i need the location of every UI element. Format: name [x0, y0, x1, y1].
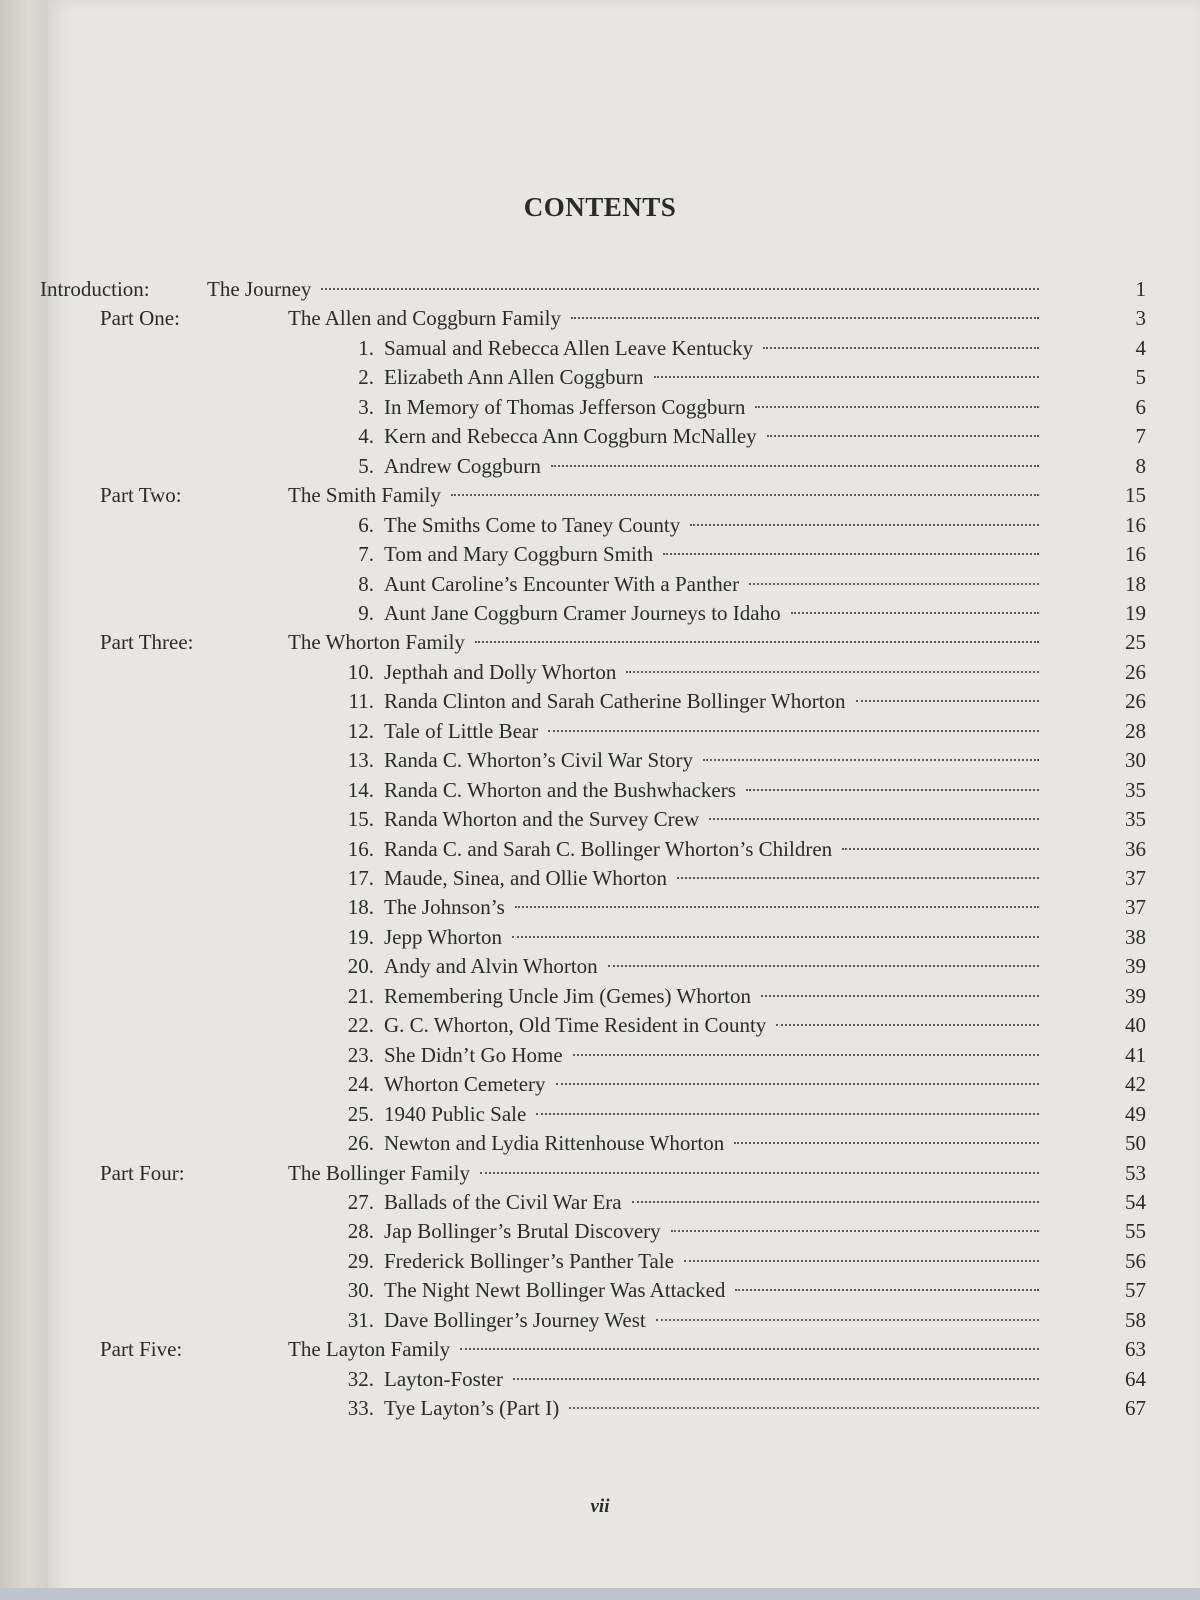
chapter-number: 26.	[347, 1131, 374, 1156]
toc-chapter-row[interactable]	[0, 363, 1200, 393]
toc-chapter-row[interactable]	[0, 511, 1200, 541]
chapter-title: Tale of Little Bear	[384, 718, 539, 743]
section-title: The Layton Family	[288, 1337, 451, 1362]
chapter-title: Samual and Rebecca Allen Leave Kentucky	[384, 335, 754, 360]
toc-entry	[288, 1159, 1043, 1189]
section-title: The Whorton Family	[288, 630, 465, 655]
toc-chapter-row[interactable]	[0, 982, 1200, 1012]
dot-leader	[761, 995, 1039, 997]
page-number: 55	[1125, 1219, 1146, 1244]
part-label: Part Two:	[100, 483, 182, 508]
chapter-title: The Smiths Come to Taney County	[384, 512, 681, 537]
dot-leader	[690, 524, 1039, 526]
toc-entry	[384, 746, 1043, 776]
toc-chapter-row[interactable]	[0, 1041, 1200, 1071]
toc-entry	[384, 982, 1043, 1012]
toc-entry	[384, 452, 1043, 482]
toc-chapter-row[interactable]	[0, 1394, 1200, 1424]
dot-leader	[626, 671, 1039, 673]
chapter-title: Aunt Caroline’s Encounter With a Panther	[384, 571, 740, 596]
chapter-number: 20.	[347, 954, 374, 979]
toc-chapter-row[interactable]	[0, 952, 1200, 982]
chapter-number: 12.	[347, 718, 374, 743]
page-number: 37	[1125, 866, 1146, 890]
toc-entry	[384, 1217, 1043, 1247]
chapter-title: Kern and Rebecca Ann Coggburn McNalley	[384, 424, 757, 449]
dot-leader	[451, 494, 1039, 496]
part-label: Part Five:	[100, 1337, 183, 1362]
section-title: The Bollinger Family	[288, 1160, 470, 1185]
page-number: 36	[1125, 836, 1146, 861]
part-label: Part Four:	[100, 1160, 185, 1185]
chapter-number: 30.	[347, 1278, 374, 1303]
dot-leader	[632, 1201, 1039, 1203]
toc-entry	[384, 1129, 1043, 1159]
toc-chapter-row[interactable]	[0, 1217, 1200, 1247]
toc-entry	[384, 952, 1043, 982]
chapter-number: 7.	[358, 542, 374, 567]
toc-entry	[288, 304, 1043, 334]
dot-leader	[512, 936, 1039, 938]
toc-chapter-row[interactable]	[0, 1129, 1200, 1159]
dot-leader	[513, 1378, 1039, 1380]
page-number: 4	[1135, 335, 1146, 360]
toc-chapter-row[interactable]	[0, 422, 1200, 452]
dot-leader	[856, 700, 1039, 702]
page-number-roman: vii	[590, 1496, 610, 1517]
chapter-number: 21.	[347, 983, 374, 1008]
chapter-title: Jepthah and Dolly Whorton	[384, 659, 617, 684]
toc-entry	[207, 275, 1043, 305]
page-number: 49	[1125, 1101, 1146, 1126]
dot-leader	[515, 906, 1039, 908]
page-number: 26	[1125, 689, 1146, 714]
toc-chapter-row[interactable]	[0, 393, 1200, 423]
chapter-title: Elizabeth Ann Allen Coggburn	[384, 365, 644, 390]
chapter-title: The Night Newt Bollinger Was Attacked	[384, 1278, 726, 1303]
chapter-number: 8.	[358, 571, 374, 596]
toc-entry	[384, 835, 1043, 865]
toc-entry	[384, 570, 1043, 600]
dot-leader	[460, 1348, 1039, 1350]
toc-entry	[384, 1070, 1043, 1100]
dot-leader	[776, 1024, 1039, 1026]
chapter-title: Newton and Lydia Rittenhouse Whorton	[384, 1131, 725, 1156]
bottom-edge	[0, 1588, 1200, 1600]
page-number: 1	[1135, 277, 1146, 301]
chapter-number: 14.	[347, 777, 374, 802]
chapter-number: 19.	[347, 924, 374, 949]
chapter-number: 24.	[347, 1072, 374, 1097]
toc-intro-row[interactable]	[0, 275, 1200, 305]
page-number: 54	[1125, 1189, 1146, 1214]
toc-entry	[384, 1247, 1043, 1277]
toc-chapter-row[interactable]	[0, 1247, 1200, 1277]
page-number: 57	[1125, 1278, 1146, 1303]
toc-chapter-row[interactable]	[0, 570, 1200, 600]
chapter-title: Randa Whorton and the Survey Crew	[384, 807, 700, 832]
chapter-number: 18.	[347, 895, 374, 920]
dot-leader	[684, 1260, 1039, 1262]
chapter-number: 3.	[358, 394, 374, 419]
chapter-title: Jepp Whorton	[384, 924, 503, 949]
toc-entry	[384, 864, 1043, 894]
page-number: 35	[1125, 807, 1146, 832]
toc-entry	[288, 628, 1043, 658]
toc-entry	[384, 334, 1043, 364]
toc-entry	[384, 1276, 1043, 1306]
intro-label: Introduction:	[40, 277, 150, 301]
dot-leader	[654, 376, 1039, 378]
toc-chapter-row[interactable]	[0, 334, 1200, 364]
chapter-number: 27.	[347, 1189, 374, 1214]
chapter-title: Remembering Uncle Jim (Gemes) Whorton	[384, 983, 752, 1008]
page-title: CONTENTS	[523, 192, 677, 222]
chapter-number: 29.	[347, 1248, 374, 1273]
chapter-title: Randa C. Whorton’s Civil War Story	[384, 748, 694, 773]
toc-entry	[384, 599, 1043, 629]
page-number: 63	[1125, 1337, 1146, 1362]
chapter-title: G. C. Whorton, Old Time Resident in County	[384, 1013, 767, 1038]
intro-title: The Journey	[207, 277, 312, 301]
page-number: 16	[1125, 512, 1146, 537]
dot-leader	[663, 553, 1039, 555]
dot-leader	[755, 406, 1039, 408]
section-title: The Smith Family	[288, 483, 441, 508]
toc-chapter-row[interactable]	[0, 864, 1200, 894]
page-number: 58	[1125, 1307, 1146, 1332]
page-number: 53	[1125, 1160, 1146, 1185]
dot-leader	[709, 818, 1039, 820]
toc-chapter-row[interactable]	[0, 835, 1200, 865]
dot-leader	[763, 347, 1039, 349]
toc-entry	[384, 893, 1043, 923]
toc-chapter-row[interactable]	[0, 1188, 1200, 1218]
chapter-number: 2.	[358, 365, 374, 390]
toc-chapter-row[interactable]	[0, 1306, 1200, 1336]
toc-chapter-row[interactable]	[0, 893, 1200, 923]
chapter-title: In Memory of Thomas Jefferson Coggburn	[384, 394, 746, 419]
dot-leader	[767, 435, 1039, 437]
toc-chapter-row[interactable]	[0, 1276, 1200, 1306]
chapter-number: 13.	[347, 748, 374, 773]
toc-chapter-row[interactable]	[0, 1365, 1200, 1395]
toc-entry	[384, 658, 1043, 688]
page-number: 16	[1125, 542, 1146, 567]
dot-leader	[536, 1113, 1039, 1115]
chapter-title: Tye Layton’s (Part I)	[384, 1396, 560, 1421]
toc-part-row[interactable]	[0, 304, 1200, 334]
dot-leader	[548, 730, 1039, 732]
toc-chapter-row[interactable]	[0, 452, 1200, 482]
chapter-title: Ballads of the Civil War Era	[384, 1189, 622, 1214]
page-number: 18	[1125, 571, 1146, 596]
dot-leader	[321, 288, 1039, 290]
chapter-number: 22.	[347, 1013, 374, 1038]
chapter-title: Randa C. Whorton and the Bushwhackers	[384, 777, 736, 802]
toc-chapter-row[interactable]	[0, 599, 1200, 629]
dot-leader	[480, 1172, 1039, 1174]
chapter-title: Andrew Coggburn	[384, 453, 541, 478]
dot-leader	[475, 641, 1039, 643]
chapter-number: 9.	[358, 600, 374, 625]
toc-entry	[384, 1306, 1043, 1336]
dot-leader	[746, 789, 1039, 791]
page-number: 7	[1135, 424, 1146, 449]
dot-leader	[571, 317, 1039, 319]
page-number: 42	[1125, 1072, 1146, 1097]
page-number: 67	[1125, 1396, 1146, 1421]
dot-leader	[656, 1319, 1039, 1321]
toc-chapter-row[interactable]	[0, 540, 1200, 570]
page-number: 8	[1135, 453, 1146, 478]
page-number: 25	[1125, 630, 1146, 655]
page-number: 6	[1135, 394, 1146, 419]
page-number: 15	[1125, 483, 1146, 508]
toc-entry	[288, 1335, 1043, 1365]
toc-entry	[384, 1188, 1043, 1218]
page-number: 56	[1125, 1248, 1146, 1273]
chapter-number: 33.	[347, 1396, 374, 1421]
toc-chapter-row[interactable]	[0, 717, 1200, 747]
page-number: 50	[1125, 1131, 1146, 1156]
toc-entry	[384, 1100, 1043, 1130]
page-number: 37	[1125, 895, 1146, 920]
toc-entry	[384, 717, 1043, 747]
page-number: 30	[1125, 748, 1146, 773]
dot-leader	[671, 1230, 1039, 1232]
chapter-number: 17.	[347, 866, 374, 890]
toc-entry	[384, 1041, 1043, 1071]
dot-leader	[551, 465, 1039, 467]
toc-entry	[384, 923, 1043, 953]
toc-chapter-row[interactable]	[0, 923, 1200, 953]
dot-leader	[842, 848, 1039, 850]
toc-entry	[384, 422, 1043, 452]
page-number: 41	[1125, 1042, 1146, 1067]
part-label: Part Three:	[100, 630, 194, 655]
chapter-title: Whorton Cemetery	[384, 1072, 546, 1097]
chapter-number: 6.	[358, 512, 374, 537]
page-number: 39	[1125, 954, 1146, 979]
dot-leader	[734, 1142, 1039, 1144]
chapter-title: She Didn’t Go Home	[384, 1042, 563, 1067]
chapter-number: 11.	[348, 689, 374, 714]
dot-leader	[608, 965, 1039, 967]
toc-part-row[interactable]	[0, 481, 1200, 511]
toc-part-row[interactable]	[0, 1335, 1200, 1365]
dot-leader	[749, 583, 1039, 585]
page-number: 64	[1125, 1366, 1146, 1391]
toc-chapter-row[interactable]	[0, 776, 1200, 806]
toc-part-row[interactable]	[0, 628, 1200, 658]
dot-leader	[573, 1054, 1039, 1056]
part-label: Part One:	[100, 306, 180, 331]
chapter-title: Frederick Bollinger’s Panther Tale	[384, 1248, 674, 1273]
toc-entry	[384, 511, 1043, 541]
page-number: 5	[1135, 365, 1146, 390]
toc-chapter-row[interactable]	[0, 1070, 1200, 1100]
toc-chapter-row[interactable]	[0, 746, 1200, 776]
toc-entry	[288, 481, 1043, 511]
toc-chapter-row[interactable]	[0, 1100, 1200, 1130]
toc-entry	[384, 1394, 1043, 1424]
toc-chapter-row[interactable]	[0, 805, 1200, 835]
dot-leader	[703, 759, 1039, 761]
toc-chapter-row[interactable]	[0, 658, 1200, 688]
dot-leader	[556, 1083, 1039, 1085]
page-number: 40	[1125, 1013, 1146, 1038]
dot-leader	[791, 612, 1039, 614]
chapter-title: Jap Bollinger’s Brutal Discovery	[384, 1219, 661, 1244]
dot-leader	[569, 1407, 1039, 1409]
chapter-title: Dave Bollinger’s Journey West	[384, 1307, 646, 1332]
chapter-number: 16.	[347, 836, 374, 861]
toc-entry	[384, 540, 1043, 570]
chapter-number: 31.	[347, 1307, 374, 1332]
chapter-number: 15.	[347, 807, 374, 832]
toc-entry	[384, 776, 1043, 806]
chapter-number: 23.	[347, 1042, 374, 1067]
toc-entry	[384, 1011, 1043, 1041]
chapter-number: 28.	[347, 1219, 374, 1244]
page-number: 19	[1125, 600, 1146, 625]
toc-entry	[384, 805, 1043, 835]
chapter-title: Randa Clinton and Sarah Catherine Bollinger Whorton	[384, 689, 846, 714]
toc-entry	[384, 687, 1043, 717]
page-number: 38	[1125, 924, 1146, 949]
chapter-number: 5.	[358, 453, 374, 478]
page-number: 26	[1125, 659, 1146, 684]
page-number: 39	[1125, 983, 1146, 1008]
toc-part-row[interactable]	[0, 1159, 1200, 1189]
toc-entry	[384, 393, 1043, 423]
chapter-title: Andy and Alvin Whorton	[384, 954, 598, 979]
section-title: The Allen and Coggburn Family	[288, 306, 561, 331]
chapter-number: 10.	[347, 659, 374, 684]
toc-chapter-row[interactable]	[0, 1011, 1200, 1041]
dot-leader	[735, 1289, 1039, 1291]
chapter-number: 4.	[358, 424, 374, 449]
page-number: 3	[1135, 306, 1146, 331]
chapter-title: Tom and Mary Coggburn Smith	[384, 542, 654, 567]
dot-leader	[677, 877, 1039, 879]
page-number: 28	[1125, 718, 1146, 743]
chapter-title: Layton-Foster	[384, 1366, 503, 1391]
chapter-number: 32.	[347, 1366, 374, 1391]
chapter-title: Maude, Sinea, and Ollie Whorton	[384, 866, 668, 890]
toc-entry	[384, 1365, 1043, 1395]
toc-chapter-row[interactable]	[0, 687, 1200, 717]
chapter-number: 1.	[358, 335, 374, 360]
page-number: 35	[1125, 777, 1146, 802]
chapter-title: Randa C. and Sarah C. Bollinger Whorton’s Children	[384, 836, 833, 861]
chapter-title: 1940 Public Sale	[384, 1101, 527, 1126]
toc-entry	[384, 363, 1043, 393]
chapter-number: 25.	[347, 1101, 374, 1126]
chapter-title: The Johnson’s	[384, 895, 505, 920]
chapter-title: Aunt Jane Coggburn Cramer Journeys to Idaho	[384, 600, 781, 625]
